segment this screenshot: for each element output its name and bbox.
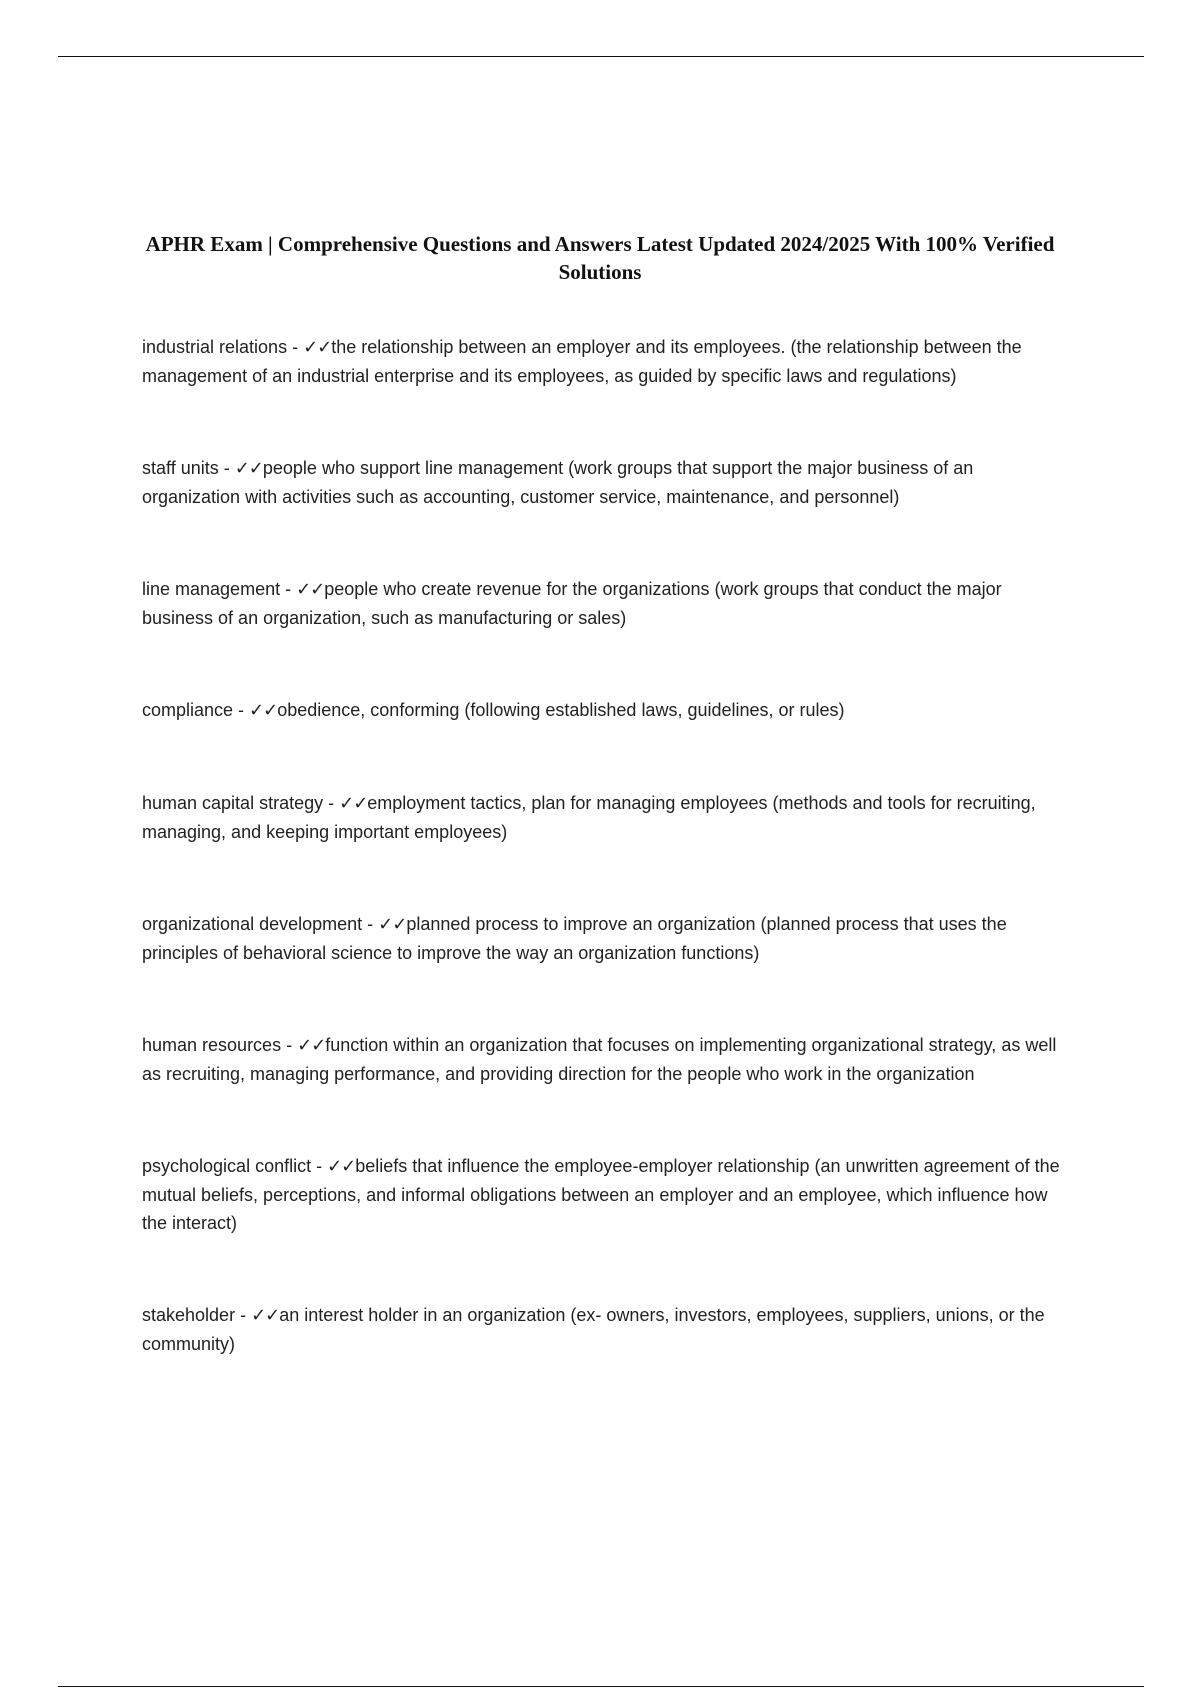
double-check-icon: ✓✓: [297, 1035, 326, 1056]
double-check-icon: ✓✓: [327, 1156, 356, 1177]
entry-term: compliance: [142, 700, 234, 720]
double-check-icon: ✓✓: [251, 1305, 280, 1326]
entry-term: human capital strategy: [142, 793, 324, 813]
entry-list: [142, 333, 1067, 1358]
entry-separator: -: [281, 1035, 298, 1055]
bottom-rule: [58, 1686, 1144, 1687]
entry-definition: employment tactics, plan for managing employees (methods and tools for recruiting, managing, and keeping important employees): [142, 793, 1036, 842]
entry-term: industrial relations: [142, 337, 288, 357]
entry-term: psychological conflict: [142, 1156, 312, 1176]
double-check-icon: ✓✓: [339, 793, 368, 814]
entry-staff-units: [142, 454, 1067, 511]
entry-organizational-development: [142, 910, 1067, 967]
entry-human-resources: [142, 1031, 1067, 1088]
entry-definition: the relationship between an employer and its employees. (the relationship between the management of an industrial enterprise and its employees, as guided by specific laws and regulations): [142, 337, 1022, 386]
page-title: APHR Exam | Comprehensive Questions and Answers Latest Updated 2024/2025 With 100% Verified Solutions: [145, 232, 1055, 285]
entry-separator: -: [311, 1156, 328, 1176]
entry-stakeholder: [142, 1301, 1067, 1358]
double-check-icon: ✓✓: [378, 914, 407, 935]
entry-separator: -: [218, 458, 235, 478]
entry-separator: -: [323, 793, 340, 813]
double-check-icon: ✓✓: [249, 700, 278, 721]
entry-separator: -: [362, 914, 379, 934]
entry-term: organizational development: [142, 914, 363, 934]
double-check-icon: ✓✓: [303, 337, 332, 358]
double-check-icon: ✓✓: [234, 458, 263, 479]
entry-definition: beliefs that influence the employee-employer relationship (an unwritten agreement of the mutual beliefs, perceptions, and informal obligations between an employer and an employee, which influence how the interact): [142, 1156, 1060, 1233]
entry-line-management: [142, 575, 1067, 632]
entry-definition: function within an organization that focuses on implementing organizational strategy, as well as recruiting, managing performance, and providing direction for the people who work in the organization: [142, 1035, 1057, 1084]
entry-term: staff units: [142, 458, 219, 478]
entry-separator: -: [280, 579, 297, 599]
entry-separator: -: [235, 1305, 252, 1325]
entry-definition: obedience, conforming (following established laws, guidelines, or rules): [277, 700, 845, 720]
entry-compliance: [142, 696, 1067, 725]
entry-industrial-relations: [142, 333, 1067, 390]
entry-definition: people who create revenue for the organizations (work groups that conduct the major business of an organization, such as manufacturing or sales): [142, 579, 1002, 628]
entry-separator: -: [233, 700, 250, 720]
entry-definition: an interest holder in an organization (ex- owners, investors, employees, suppliers, unions, or the community): [142, 1305, 1045, 1354]
entry-separator: -: [287, 337, 304, 357]
top-rule: [58, 56, 1144, 57]
double-check-icon: ✓✓: [296, 579, 325, 600]
entry-human-capital-strategy: [142, 789, 1067, 846]
entry-term: line management: [142, 579, 281, 599]
entry-term: human resources: [142, 1035, 282, 1055]
entry-definition: planned process to improve an organization (planned process that uses the principles of behavioral science to improve the way an organization functions): [142, 914, 1007, 963]
entry-term: stakeholder: [142, 1305, 236, 1325]
entry-psychological-conflict: [142, 1152, 1067, 1237]
entry-definition: people who support line management (work groups that support the major business of an organization with activities such as accounting, customer service, maintenance, and personnel): [142, 458, 974, 507]
